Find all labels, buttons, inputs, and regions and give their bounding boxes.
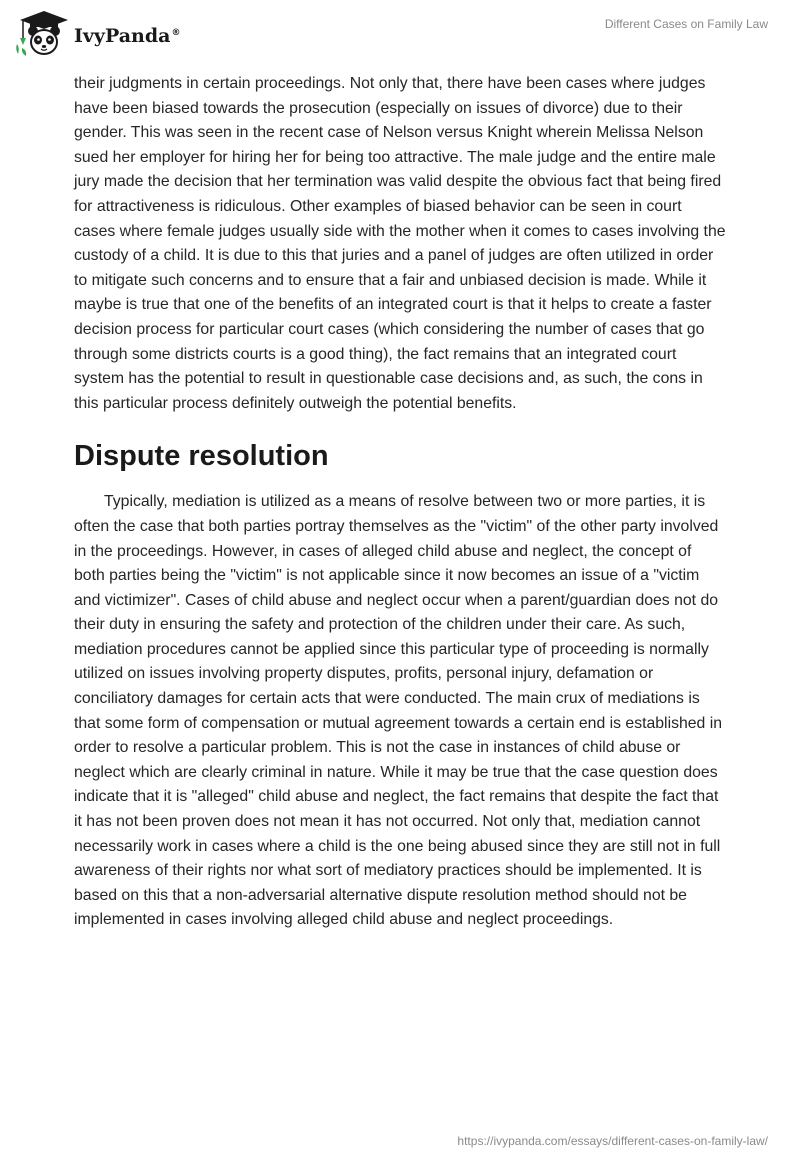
essay-paragraph: their judgments in certain proceedings. Not only that, there have been cases where judges have been biased towards the prosecution (especially on issues of divorce) due to their gender. This was seen in the recent case of Nelson versus Knight wherein Melissa Nelson sued her employer for hiring her for being too attractive. The male judge and the entire male jury made the decision that her termination was valid despite the obvious fact that being fired for attractiveness is ridiculous. Other examples of biased behavior can be seen in court cases where female judges usually side with the mother when it comes to cases involving the custody of a child. It is due to this that juries and a panel of judges are often utilized in order to mitigate such concerns and to ensure that a fair and unbiased decision is made. While it maybe is true that one of the benefits of an integrated court is that it helps to create a faster decision process for particular court cases (which considering the number of cases that go through some districts courts is a good thing), the fact remains that an integrated court system has the potential to result in questionable case decisions and, as such, the cons in this particular process definitely outweigh the potential benefits. bbox=[74, 75, 726, 412]
document-title: Different Cases on Family Law bbox=[604, 17, 768, 31]
essay-paragraph: Typically, mediation is utilized as a means of resolve between two or more parties, it is often the case that both parties portray themselves as the "victim" of the other party involved in the proceedings. However, in cases of alleged child abuse and neglect, the concept of both parties being the "victim" is not applicable since it now becomes an issue of a "victim and victimizer". Cases of child abuse and neglect occur when a parent/guardian does not do their duty in ensuring the safety and protection of the children under their care. As such, mediation procedures cannot be applied since this particular type of proceeding is normally utilized on issues involving property disputes, profits, personal injury, defamation or conciliatory damages for certain acts that were conducted. The main crux of mediations is that some form of compensation or mutual agreement towards a certain end is established in order to resolve a particular problem. This is not the case in instances of child abuse or neglect which are clearly criminal in nature. While it may be true that the case question does indicate that it is "alleged" child abuse and neglect, the fact remains that despite the fact that it has not been proven does not mean it has not occurred. Not only that, mediation cannot necessarily work in cases where a child is the one being abused since they are still not in full awareness of their rights nor what sort of mediatory practices should be implemented. It is based on this that a non-adversarial alternative dispute resolution method should not be implemented in cases involving alleged child abuse and neglect proceedings. bbox=[74, 493, 723, 929]
section-heading: Dispute resolution bbox=[74, 440, 329, 473]
source-url[interactable]: https://ivypanda.com/essays/different-cases-on-family-law/ bbox=[457, 1134, 768, 1148]
ivypanda-logo[interactable] bbox=[14, 8, 180, 60]
essay-body bbox=[74, 72, 726, 933]
panda-graduation-cap-icon bbox=[14, 8, 70, 60]
page-header bbox=[0, 0, 800, 70]
brand-name: IvyPanda® bbox=[74, 25, 181, 47]
